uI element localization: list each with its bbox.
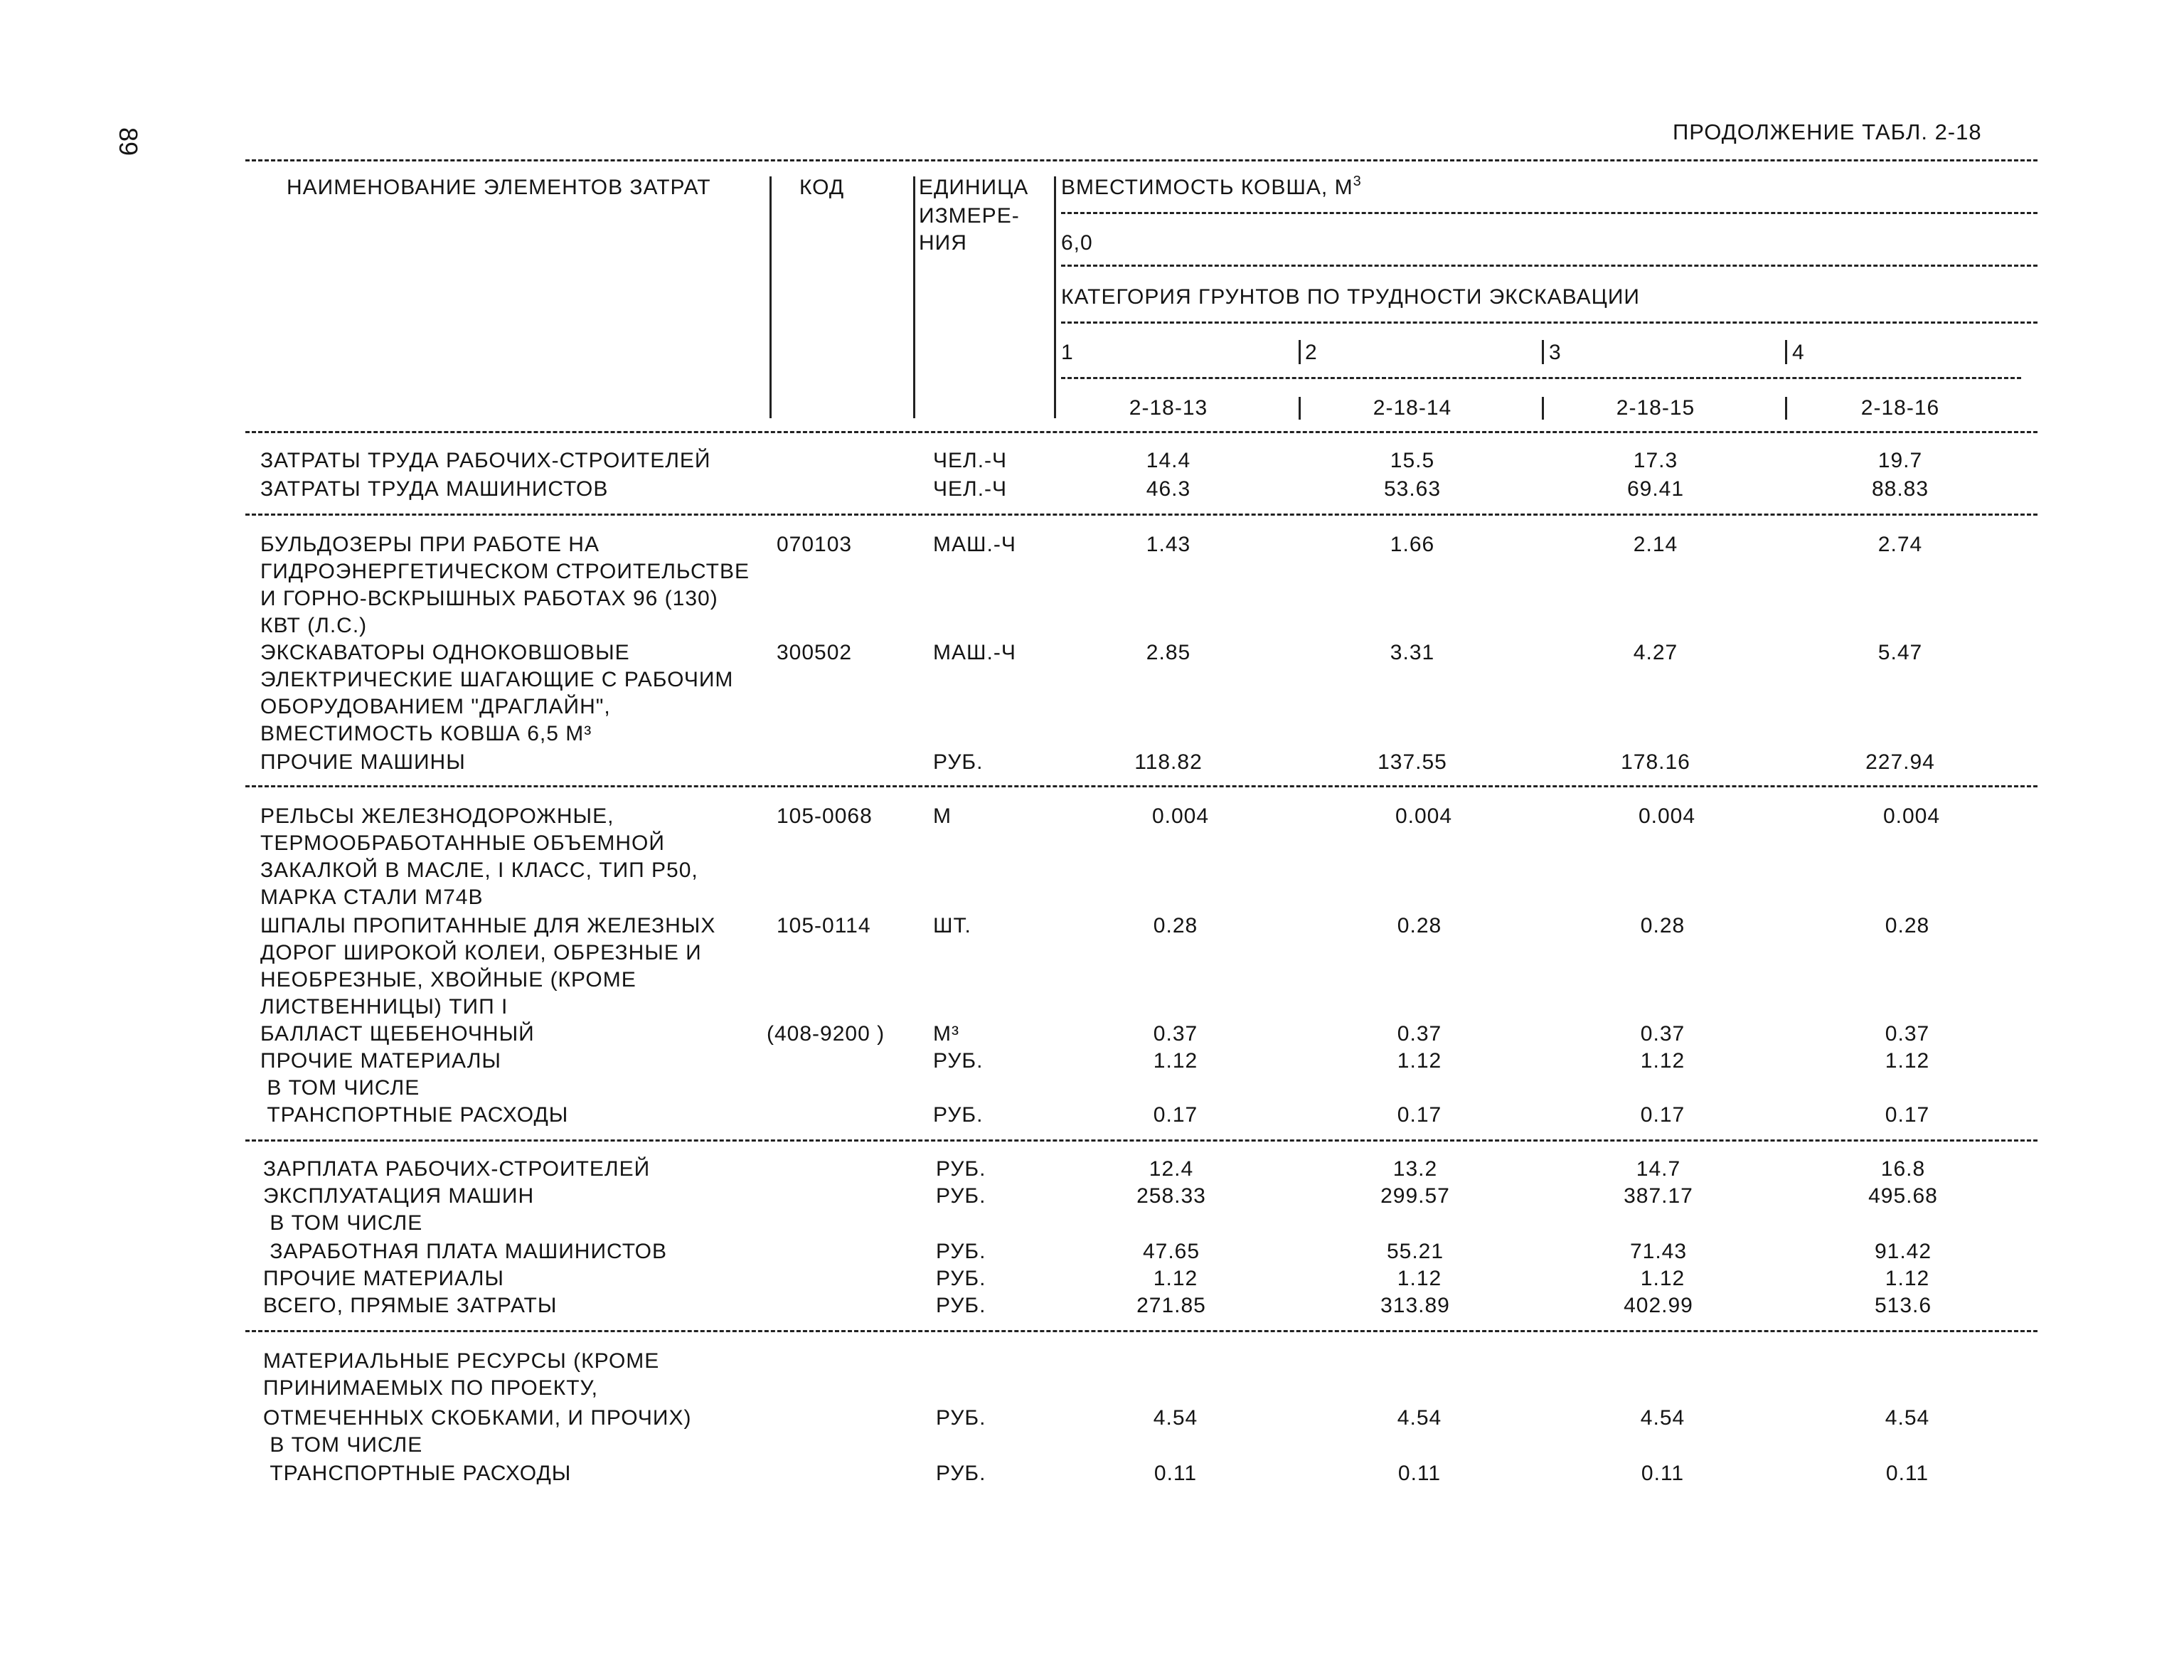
row-unit: РУБ.: [936, 1462, 986, 1485]
row-name: ЭЛЕКТРИЧЕСКИЕ ШАГАЮЩИЕ С РАБОЧИМ: [260, 668, 734, 691]
row-value: 0.37: [1153, 1022, 1198, 1046]
row-value: 313.89: [1380, 1294, 1450, 1317]
row-value: 55.21: [1386, 1240, 1444, 1263]
header-col-code: КОД: [799, 176, 845, 199]
header-sep-cat4: [1785, 340, 1787, 364]
row-name: ОБОРУДОВАНИЕМ "ДРАГЛАЙН",: [260, 695, 611, 718]
capacity-label-text: ВМЕСТИМОСТЬ КОВША, М: [1061, 176, 1353, 199]
row-value: 0.28: [1397, 914, 1442, 937]
row-value: 88.83: [1871, 477, 1929, 501]
row-name: ПРОЧИЕ МАТЕРИАЛЫ: [263, 1267, 504, 1290]
row-unit: РУБ.: [936, 1294, 986, 1317]
row-value: 0.17: [1885, 1103, 1930, 1127]
row-value: 0.28: [1885, 914, 1930, 937]
row-value: 0.004: [1151, 804, 1210, 828]
row-unit: РУБ.: [936, 1240, 986, 1263]
row-value: 387.17: [1624, 1184, 1693, 1208]
row-value: 16.8: [1880, 1157, 1926, 1181]
row-value: 495.68: [1868, 1184, 1938, 1208]
header-category-1: 1: [1061, 341, 1074, 364]
row-value: 0.004: [1395, 804, 1453, 828]
row-value: 0.37: [1640, 1022, 1685, 1046]
row-value: 69.41: [1626, 477, 1685, 501]
row-value: 271.85: [1136, 1294, 1206, 1317]
row-value: 137.55: [1378, 750, 1447, 774]
header-code-2: 2-18-14: [1373, 396, 1452, 420]
row-value: 0.004: [1638, 804, 1696, 828]
header-bottom-rule: [245, 431, 2037, 433]
row-name: В ТОМ ЧИСЛЕ: [260, 1076, 420, 1100]
header-category-number-rule: [1061, 377, 2021, 379]
header-sep-code: [913, 176, 915, 418]
header-code-4: 2-18-16: [1860, 396, 1940, 420]
row-name: МАТЕРИАЛЬНЫЕ РЕСУРСЫ (КРОМЕ: [263, 1349, 660, 1373]
row-value: 4.54: [1397, 1406, 1442, 1430]
row-name: МАРКА СТАЛИ М74В: [260, 886, 484, 909]
row-value: 0.004: [1882, 804, 1941, 828]
header-code-3: 2-18-15: [1616, 396, 1695, 420]
header-top-rule: [245, 159, 2037, 161]
header-category-2: 2: [1305, 341, 1318, 364]
row-value: 0.11: [1154, 1462, 1198, 1485]
row-value: 227.94: [1865, 750, 1935, 774]
row-unit: ЧЕЛ.-Ч: [933, 449, 1008, 472]
row-value: 1.12: [1885, 1049, 1930, 1073]
header-capacity-rule: [1061, 212, 2037, 214]
row-value: 1.12: [1640, 1267, 1685, 1290]
row-name: ГИДРОЭНЕРГЕТИЧЕСКОМ СТРОИТЕЛЬСТВЕ: [260, 560, 750, 583]
row-value: 14.4: [1146, 449, 1191, 472]
row-unit: ШТ.: [933, 914, 971, 937]
header-sep-cat2: [1299, 340, 1301, 364]
row-value: 0.17: [1640, 1103, 1685, 1127]
row-unit: М: [933, 804, 952, 828]
row-value: 1.43: [1146, 533, 1191, 556]
row-value: 19.7: [1877, 449, 1923, 472]
header-capacity-label: [1061, 175, 1362, 203]
header-sep-name: [769, 176, 772, 418]
row-value: 178.16: [1621, 750, 1690, 774]
row-value: 0.37: [1397, 1022, 1442, 1046]
row-name: ТРАНСПОРТНЫЕ РАСХОДЫ: [260, 1103, 569, 1127]
row-unit: МАШ.-Ч: [933, 641, 1016, 664]
row-value: 13.2: [1392, 1157, 1438, 1181]
row-name: ЗАКАЛКОЙ В МАСЛЕ, I КЛАСС, ТИП Р50,: [260, 858, 698, 882]
row-name: ЗАРПЛАТА РАБОЧИХ-СТРОИТЕЛЕЙ: [263, 1157, 651, 1181]
row-value: 53.63: [1383, 477, 1442, 501]
section-rule: [245, 1139, 2037, 1142]
row-name: ШПАЛЫ ПРОПИТАННЫЕ ДЛЯ ЖЕЛЕЗНЫХ: [260, 914, 716, 937]
row-value: 0.17: [1397, 1103, 1442, 1127]
row-unit: ЧЕЛ.-Ч: [933, 477, 1008, 501]
row-value: 3.31: [1390, 641, 1435, 664]
row-value: 0.11: [1397, 1462, 1442, 1485]
row-unit: РУБ.: [936, 1184, 986, 1208]
header-col-name: НАИМЕНОВАНИЕ ЭЛЕМЕНТОВ ЗАТРАТ: [287, 176, 711, 199]
row-name: ЗАТРАТЫ ТРУДА МАШИНИСТОВ: [260, 477, 609, 501]
row-value: 299.57: [1380, 1184, 1450, 1208]
header-category-rule: [1061, 321, 2037, 324]
row-code: 070103: [777, 533, 853, 556]
header-col-unit-line1: ЕДИНИЦА: [919, 176, 1029, 199]
row-name: И ГОРНО-ВСКРЫШНЫХ РАБОТАХ 96 (130): [260, 587, 718, 610]
row-code: 105-0114: [777, 914, 871, 937]
row-value: 0.28: [1640, 914, 1685, 937]
row-name: ПРОЧИЕ МАТЕРИАЛЫ: [260, 1049, 501, 1073]
header-code-1: 2-18-13: [1129, 396, 1208, 420]
row-unit: РУБ.: [933, 750, 984, 774]
row-name: ПРИНИМАЕМЫХ ПО ПРОЕКТУ,: [263, 1376, 598, 1400]
row-unit: РУБ.: [936, 1406, 986, 1430]
row-value: 1.12: [1153, 1267, 1198, 1290]
row-value: 1.66: [1390, 533, 1435, 556]
row-name: РЕЛЬСЫ ЖЕЛЕЗНОДОРОЖНЫЕ,: [260, 804, 614, 828]
row-value: 4.27: [1633, 641, 1678, 664]
row-value: 91.42: [1874, 1240, 1932, 1263]
page-number: 89: [114, 127, 144, 156]
row-value: 2.85: [1146, 641, 1191, 664]
row-value: 4.54: [1153, 1406, 1198, 1430]
row-name: ВМЕСТИМОСТЬ КОВША 6,5 М³: [260, 722, 592, 745]
section-rule: [245, 514, 2037, 516]
row-name: ТРАНСПОРТНЫЕ РАСХОДЫ: [263, 1462, 572, 1485]
row-code: (408-9200 ): [767, 1022, 885, 1046]
header-col-unit-line3: НИЯ: [919, 231, 967, 255]
row-value: 0.37: [1885, 1022, 1930, 1046]
row-name: БАЛЛАСТ ЩЕБЕНОЧНЫЙ: [260, 1022, 535, 1046]
row-value: 2.14: [1633, 533, 1678, 556]
row-value: 513.6: [1874, 1294, 1932, 1317]
row-value: 0.11: [1641, 1462, 1685, 1485]
row-value: 5.47: [1877, 641, 1923, 664]
row-value: 1.12: [1397, 1267, 1442, 1290]
row-value: 0.17: [1153, 1103, 1198, 1127]
row-name: ЗАРАБОТНАЯ ПЛАТА МАШИНИСТОВ: [263, 1240, 668, 1263]
row-name: ОТМЕЧЕННЫХ СКОБКАМИ, И ПРОЧИХ): [263, 1406, 692, 1430]
header-category-4: 4: [1792, 341, 1805, 364]
row-value: 47.65: [1142, 1240, 1200, 1263]
row-name: ПРОЧИЕ МАШИНЫ: [260, 750, 466, 774]
row-code: 300502: [777, 641, 853, 664]
row-name: В ТОМ ЧИСЛЕ: [263, 1211, 423, 1235]
row-value: 12.4: [1149, 1157, 1194, 1181]
row-value: 1.12: [1397, 1049, 1442, 1073]
row-value: 1.12: [1153, 1049, 1198, 1073]
row-value: 1.12: [1640, 1049, 1685, 1073]
row-unit: РУБ.: [933, 1103, 984, 1127]
row-value: 4.54: [1885, 1406, 1930, 1430]
row-name: КВТ (Л.С.): [260, 614, 368, 637]
row-value: 1.12: [1885, 1267, 1930, 1290]
row-value: 0.11: [1885, 1462, 1929, 1485]
capacity-label-sup: 3: [1353, 174, 1362, 189]
row-unit: РУБ.: [933, 1049, 984, 1073]
row-name: ТЕРМООБРАБОТАННЫЕ ОБЪЕМНОЙ: [260, 831, 665, 855]
header-sep-code3: [1542, 397, 1544, 420]
row-value: 402.99: [1624, 1294, 1693, 1317]
header-value-rule: [1061, 265, 2037, 267]
row-unit: РУБ.: [936, 1157, 986, 1181]
row-name: НЕОБРЕЗНЫЕ, ХВОЙНЫЕ (КРОМЕ: [260, 968, 636, 991]
row-unit: МАШ.-Ч: [933, 533, 1016, 556]
row-name: ЭКСПЛУАТАЦИЯ МАШИН: [263, 1184, 535, 1208]
row-value: 118.82: [1134, 750, 1203, 774]
row-value: 17.3: [1633, 449, 1678, 472]
row-value: 15.5: [1390, 449, 1435, 472]
row-name: ЗАТРАТЫ ТРУДА РАБОЧИХ-СТРОИТЕЛЕЙ: [260, 449, 711, 472]
section-rule: [245, 785, 2037, 787]
row-unit: РУБ.: [936, 1267, 986, 1290]
header-sep-code4: [1785, 397, 1787, 420]
row-value: 2.74: [1877, 533, 1923, 556]
header-capacity-value: 6,0: [1061, 231, 1093, 255]
section-rule: [245, 1330, 2037, 1332]
row-value: 14.7: [1636, 1157, 1681, 1181]
row-name: В ТОМ ЧИСЛЕ: [263, 1433, 423, 1457]
header-sep-cat3: [1542, 340, 1544, 364]
header-category-3: 3: [1549, 341, 1562, 364]
row-name: ВСЕГО, ПРЯМЫЕ ЗАТРАТЫ: [263, 1294, 558, 1317]
row-value: 0.28: [1153, 914, 1198, 937]
row-name: ЭКСКАВАТОРЫ ОДНОКОВШОВЫЕ: [260, 641, 630, 664]
header-col-unit-line2: ИЗМЕРЕ-: [919, 204, 1020, 228]
table-title: ПРОДОЛЖЕНИЕ ТАБЛ. 2-18: [1673, 119, 1982, 144]
row-code: 105-0068: [777, 804, 873, 828]
row-value: 258.33: [1136, 1184, 1206, 1208]
row-value: 71.43: [1629, 1240, 1688, 1263]
row-value: 46.3: [1146, 477, 1191, 501]
row-value: 4.54: [1640, 1406, 1685, 1430]
header-sep-unit: [1054, 176, 1056, 418]
row-name: ДОРОГ ШИРОКОЙ КОЛЕИ, ОБРЕЗНЫЕ И: [260, 941, 702, 964]
row-name: БУЛЬДОЗЕРЫ ПРИ РАБОТЕ НА: [260, 533, 600, 556]
row-name: ЛИСТВЕННИЦЫ) ТИП I: [260, 995, 508, 1019]
row-unit: М³: [933, 1022, 959, 1046]
header-sep-code2: [1299, 397, 1301, 420]
header-soil-category: КАТЕГОРИЯ ГРУНТОВ ПО ТРУДНОСТИ ЭКСКАВАЦИИ: [1061, 285, 1640, 309]
